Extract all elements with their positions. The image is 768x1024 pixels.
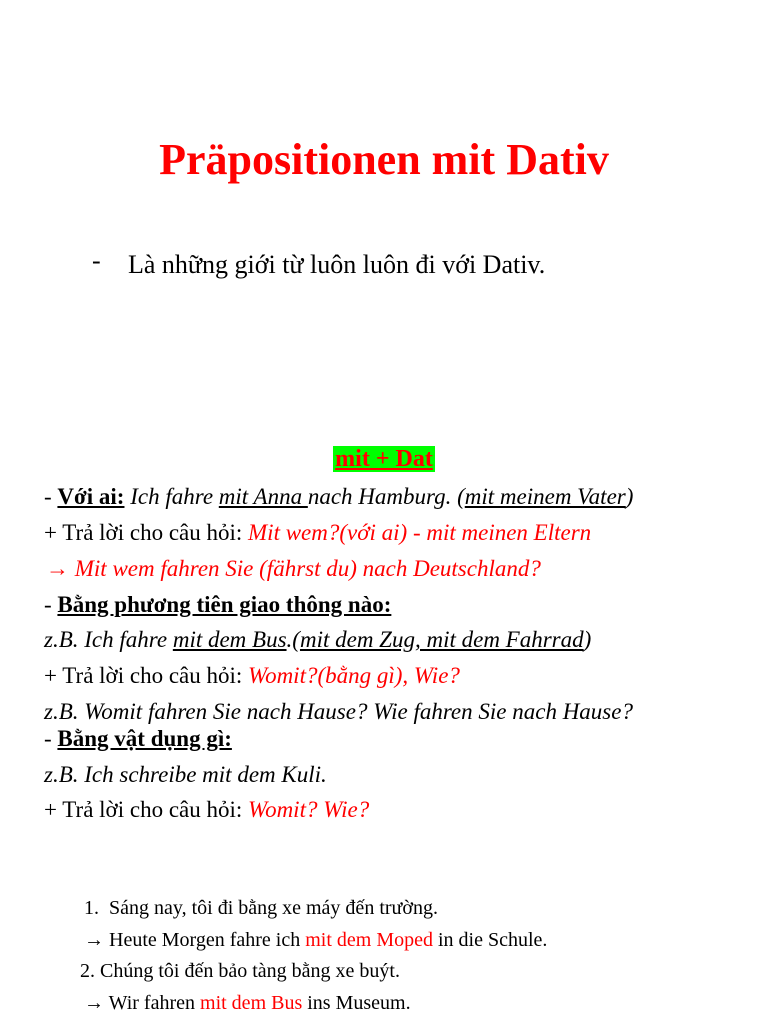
exercise-1: 1. Sáng nay, tôi đi bằng xe máy đến trường. bbox=[84, 897, 438, 919]
section-badge-row bbox=[0, 446, 768, 473]
exercise-2-answer: → Wir fahren mit dem Bus ins Museum. bbox=[84, 992, 411, 1014]
exercise-1-answer: → Heute Morgen fahre ich mit dem Moped in die Schule. bbox=[84, 929, 548, 951]
line-example-2: z.B. Ich fahre mit dem Bus.(mit dem Zug, mit dem Fahrrad) bbox=[44, 627, 592, 652]
arrow-right-icon: → bbox=[84, 929, 104, 951]
bullet-dash: - bbox=[92, 246, 101, 275]
line-answer-3: + Trả lời cho câu hỏi: Womit? Wie? bbox=[44, 797, 370, 822]
exercise-2: 2. Chúng tôi đến bảo tàng bằng xe buýt. bbox=[80, 960, 400, 982]
line-answer-1: + Trả lời cho câu hỏi: Mit wem?(với ai) - mit meinen Eltern bbox=[44, 520, 592, 545]
line-voi-ai: - Với ai: Ich fahre mit Anna nach Hamburg. (mit meinem Vater) bbox=[44, 484, 634, 509]
arrow-right-icon: → bbox=[84, 992, 104, 1014]
line-heading-object: - Bằng vật dụng gì: bbox=[44, 726, 232, 751]
arrow-right-icon: → bbox=[46, 556, 69, 581]
line-example-1: → Mit wem fahren Sie (fährst du) nach Deutschland? bbox=[46, 556, 541, 581]
section-badge: mit + Dat bbox=[335, 446, 433, 472]
line-answer-2: + Trả lời cho câu hỏi: Womit?(bằng gì), Wie? bbox=[44, 663, 460, 688]
intro-text: Là những giới từ luôn luôn đi với Dativ. bbox=[128, 250, 546, 279]
line-example-3: z.B. Womit fahren Sie nach Hause? Wie fahren Sie nach Hause? bbox=[44, 699, 633, 724]
label-voi-ai: Với ai: bbox=[57, 484, 125, 509]
line-example-4: z.B. Ich schreibe mit dem Kuli. bbox=[44, 762, 327, 787]
line-heading-transport: - Bằng phương tiên giao thông nào: bbox=[44, 592, 392, 617]
page-title: Präpositionen mit Dativ bbox=[159, 135, 609, 184]
